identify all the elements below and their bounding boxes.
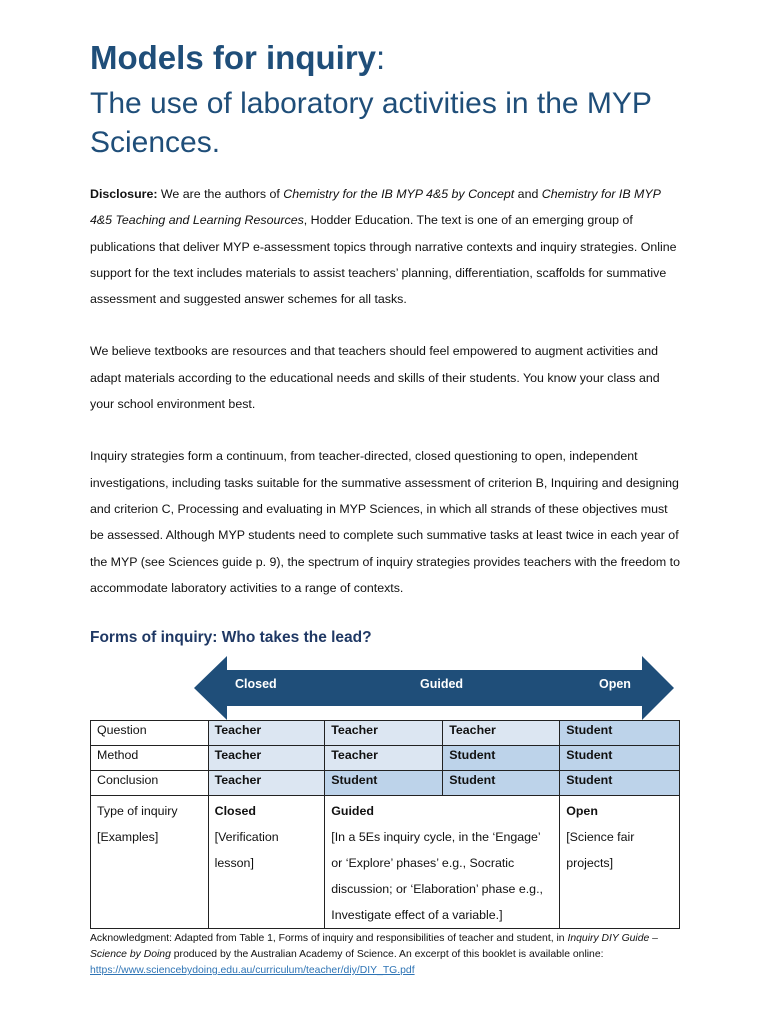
acknowledgment — [90, 931, 680, 979]
title-colon: : — [376, 39, 386, 76]
closed-cell — [208, 796, 325, 929]
examples-label: [Examples] — [97, 830, 159, 845]
textbook-paragraph: We believe textbooks are resources and that teachers should feel empowered to augment activities and adapt materials according to the educational needs and skills of their students. You know your class and your school environment best. — [90, 344, 660, 412]
row-label: Method — [91, 746, 209, 771]
type-label: Type of inquiry — [97, 804, 178, 819]
table-cell: Teacher — [325, 721, 443, 746]
book-title-1: Chemistry for the IB MYP 4&5 by Concept — [283, 187, 515, 201]
open-example: [Science fair projects] — [566, 830, 635, 871]
table-cell: Student — [325, 771, 443, 796]
table-row — [91, 746, 680, 771]
table-cell: Student — [560, 746, 680, 771]
page-title — [90, 36, 680, 80]
arrow-label-guided: Guided — [420, 677, 464, 692]
table-cell: Student — [560, 771, 680, 796]
ack-text-2: produced by the Australian Academy of Science. An excerpt of this booklet is available online: — [170, 949, 604, 961]
open-cell — [560, 796, 680, 929]
closed-title: Closed — [214, 804, 256, 819]
inquiry-paragraph: Inquiry strategies form a continuum, from teacher-directed, closed questioning to open, independent investigations, including tasks suitable for the summative assessment of criterion B, Inquiring and designing and criterion C, Processing and evaluating in MYP Sciences, in which all strands of these objectives must be assessed. Although MYP students need to complete such summative tasks at least twice in each year of the MYP (see Sciences guide p. 9), the spectrum of inquiry strategies provides teachers with the freedom to accommodate laboratory activities to a range of contexts. — [90, 449, 681, 595]
table-cell: Student — [443, 746, 560, 771]
table-cell: Teacher — [208, 746, 325, 771]
table-cell: Student — [443, 771, 560, 796]
table-cell: Student — [560, 721, 680, 746]
table-cell: Teacher — [208, 771, 325, 796]
inquiry-continuum-arrow — [90, 656, 680, 720]
table-cell: Teacher — [443, 721, 560, 746]
table-cell: Teacher — [208, 721, 325, 746]
disclosure-paragraph — [90, 181, 680, 312]
inquiry-table — [90, 720, 680, 929]
guided-example: [In a 5Es inquiry cycle, in the ‘Engage’ or ‘Explore’ phases’ e.g., Socratic discussion; or ‘Elaboration’ phase e.g., Investigate effect of a variable.] — [331, 830, 543, 923]
table-row — [91, 771, 680, 796]
title-main: Models for inquiry — [90, 39, 377, 76]
arrow-label-closed: Closed — [235, 677, 277, 692]
section-heading: Forms of inquiry: Who takes the lead? — [90, 629, 372, 647]
type-label-cell — [91, 796, 209, 929]
table-cell: Teacher — [325, 746, 443, 771]
disclosure-text-1: We are the authors of — [157, 187, 284, 201]
closed-example: [Verification lesson] — [214, 830, 279, 871]
guided-cell — [325, 796, 560, 929]
disclosure-text-2: and — [514, 187, 542, 201]
row-label: Conclusion — [91, 771, 209, 796]
arrow-label-open: Open — [599, 677, 631, 692]
book-title-2: Chemistry for IB MYP 4&5 Teaching and Learning Resources — [90, 187, 661, 228]
disclosure-text-3: , Hodder Education. The text is one of an emerging group of publications that deliver MYP e-assessment topics through narrative contexts and inquiry strategies. Online support for the text includes materials to assist teachers’ planning, differentiation, scaffolds for summative assessment and suggested answer schemes for all tasks. — [90, 213, 677, 307]
page-subtitle: The use of laboratory activities in the MYP Sciences. — [90, 87, 652, 159]
ack-source-title: Inquiry DIY Guide – Science by Doing — [90, 933, 658, 961]
table-row — [91, 721, 680, 746]
double-arrow-icon — [90, 656, 680, 720]
disclosure-label: Disclosure: — [90, 187, 158, 201]
document-page — [90, 36, 680, 979]
source-link[interactable]: https://www.sciencebydoing.edu.au/curriculum/teacher/diy/DIY_TG.pdf — [90, 965, 415, 977]
guided-title: Guided — [331, 804, 374, 819]
type-of-inquiry-row — [91, 796, 680, 929]
ack-text-1: Acknowledgment: Adapted from Table 1, Forms of inquiry and responsibilities of teacher and student, in — [90, 933, 568, 945]
open-title: Open — [566, 804, 598, 819]
row-label: Question — [91, 721, 209, 746]
